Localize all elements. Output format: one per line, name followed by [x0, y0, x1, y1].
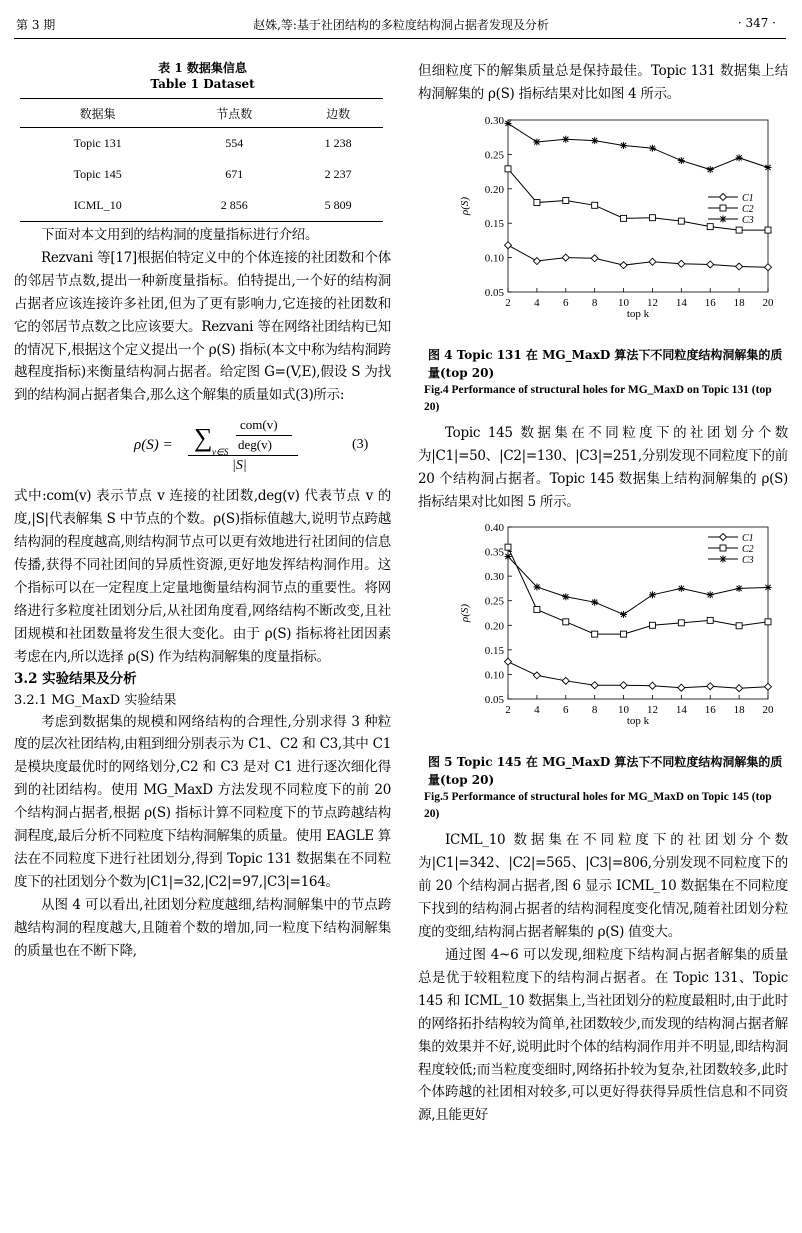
- x-tick-label: 8: [591, 704, 598, 717]
- x-tick-label: 2: [505, 296, 511, 309]
- x-tick-label: 20: [762, 296, 774, 309]
- data-point-diamond: [765, 264, 772, 271]
- x-tick-label: 4: [534, 704, 540, 717]
- data-point-star: [591, 137, 598, 144]
- data-point-diamond: [620, 682, 627, 689]
- figure-4-chart: [418, 112, 788, 342]
- series-c3: [505, 553, 772, 618]
- data-point-diamond: [591, 255, 598, 262]
- series-c2: [505, 166, 771, 233]
- data-point-star: [562, 136, 569, 143]
- table1-caption-en: Table 1 Dataset: [150, 77, 255, 91]
- figure-5-chart: [418, 519, 788, 749]
- paragraph-fig4-intro: 但细粒度下的解集质量总是保持最佳。Topic 131 数据集上结构洞解集的 ρ(S) 指标结果对比如图 4 所示。: [418, 63, 788, 102]
- legend: [708, 533, 754, 566]
- legend-label: C2: [742, 544, 754, 556]
- figure-5-caption-cn: 图 5 Topic 145 在 MG_MaxD 算法下不同粒度结构洞解集的质量(top 20): [428, 755, 783, 788]
- y-axis-label: ρ(S): [459, 604, 471, 623]
- data-point-square: [563, 619, 569, 625]
- running-header: [0, 16, 802, 36]
- data-point-diamond: [736, 685, 743, 692]
- data-point-star: [678, 157, 685, 164]
- series-c1: [505, 242, 772, 271]
- data-point-diamond: [649, 258, 656, 265]
- section-heading-3-2-1: 3.2.1 MG_MaxD 实验结果: [14, 692, 177, 708]
- series-line: [508, 557, 768, 615]
- data-point-square: [678, 218, 684, 224]
- table-header-cell: 节点数: [175, 99, 293, 128]
- data-point-star: [736, 585, 743, 592]
- data-point-diamond: [562, 254, 569, 261]
- data-point-diamond: [678, 260, 685, 267]
- y-axis-label: ρ(S): [459, 196, 471, 215]
- x-tick-label: 16: [704, 704, 716, 717]
- table-cell: Topic 131: [73, 136, 122, 150]
- y-tick-label: 0.10: [484, 669, 504, 682]
- y-tick-label: 0.05: [484, 286, 504, 299]
- x-tick-label: 8: [591, 296, 598, 309]
- table-header-cell: 边数: [293, 99, 383, 128]
- data-point-star: [765, 164, 772, 171]
- fraction-numerator: com(v): [240, 417, 278, 433]
- data-point-square: [765, 619, 771, 625]
- y-tick-label: 0.30: [484, 114, 504, 127]
- legend-label: C1: [742, 533, 754, 545]
- paragraph-conclusion: 通过图 4~6 可以发现,细粒度下结构洞占据者解集的质量总是优于较粗粒度下的结构洞占据者。在 Topic 131、Topic 145 和 ICML_10 数据集上,当社团划分的粒度最粗时,由于此时的网络拓扑结构较为简单,社团数较少,而发现的结构洞占据者解集的效果并不好,说明此时个体的结构洞作用并不明显,即结构洞程度较低;而当粒度变细时,网络拓扑较为复杂,社团数较多,此时个体跨越的社团相对较多,可以更好得获得异质性信息和不同资源,且能更好: [418, 946, 788, 1124]
- data-point-square: [534, 199, 540, 205]
- x-tick-label: 12: [646, 704, 658, 717]
- x-tick-label: 10: [618, 296, 630, 309]
- x-tick-label: 12: [646, 296, 658, 309]
- legend-label: C1: [742, 192, 754, 204]
- equation-denominator: |S|: [232, 458, 247, 474]
- equation-3: [14, 411, 391, 481]
- table-header-cell: 数据集: [20, 99, 175, 128]
- data-point-diamond: [765, 684, 772, 691]
- data-point-diamond: [562, 678, 569, 685]
- equation-number: (3): [352, 437, 369, 453]
- table-cell: 671: [225, 167, 244, 181]
- data-point-star: [620, 611, 627, 618]
- data-point-square: [534, 607, 540, 613]
- y-tick-label: 0.05: [484, 694, 504, 707]
- data-point-square: [505, 545, 511, 551]
- data-point-diamond: [736, 263, 743, 270]
- paragraph-formula-explanation: 式中:com(v) 表示节点 v 连接的社团数,deg(v) 代表节点 v 的度,|S|代表解集 S 中节点的个数。ρ(S)指标值越大,说明节点跨越结构洞的程度越高,则结构洞节点可以更有效地进行社团间的信息传播,获得不同社团间的异质性资源,更好地发挥结构洞作用。这个指标可以在一定程度上定量地衡量结构洞节点的重要性。将网络进行多粒度社团划分后,从社团角度看,网络结构不断改变,且社团规模和社团数量将发生很大变化。由于 ρ(S) 指标将社团因素考虑在内,所以选择 ρ(S) 作为结构洞解集的度量指标。: [14, 488, 391, 665]
- data-point-square: [707, 223, 713, 229]
- data-point-square: [720, 205, 726, 211]
- y-tick-label: 0.15: [484, 218, 504, 231]
- table1-caption-cn: 表 1 数据集信息: [158, 61, 247, 75]
- data-point-square: [649, 623, 655, 629]
- x-tick-label: 14: [675, 296, 687, 309]
- table-cell: ICML_10: [20, 190, 175, 222]
- x-tick-label: 14: [675, 704, 687, 717]
- paragraph-fig4-analysis: 从图 4 可以看出,社团划分粒度越细,结构洞解集中的节点跨越结构洞的程度越大,且随着个数的增加,同一粒度下结构洞解集的质量也在不断下降,: [14, 896, 391, 959]
- data-point-diamond: [533, 257, 540, 264]
- data-point-star: [765, 584, 772, 591]
- page-number: · 347 ·: [737, 16, 776, 30]
- series-c1: [505, 659, 772, 693]
- figure-4-caption-cn: 图 4 Topic 131 在 MG_MaxD 算法下不同粒度结构洞解集的质量(top 20): [428, 347, 783, 380]
- summation-subscript: v∈S: [212, 447, 229, 458]
- table-row: [20, 159, 383, 190]
- table-row: [20, 190, 383, 222]
- x-axis-label: top k: [626, 307, 650, 320]
- fraction-denominator: deg(v): [238, 437, 272, 453]
- y-tick-label: 0.25: [484, 149, 504, 162]
- data-point-diamond: [533, 672, 540, 679]
- y-tick-label: 0.20: [484, 620, 504, 633]
- series-c3: [505, 120, 772, 173]
- figure-5: [418, 519, 788, 753]
- data-point-square: [621, 215, 627, 221]
- series-line: [508, 169, 768, 230]
- data-point-diamond: [707, 683, 714, 690]
- data-point-star: [591, 599, 598, 606]
- data-point-square: [720, 545, 726, 551]
- x-tick-label: 10: [618, 704, 630, 717]
- x-tick-label: 18: [733, 704, 745, 717]
- x-tick-label: 20: [762, 704, 774, 717]
- equation-lhs: ρ(S) =: [134, 437, 173, 454]
- summation-sign: ∑: [194, 423, 213, 453]
- right-column: [418, 60, 788, 1127]
- data-point-star: [505, 553, 512, 560]
- x-tick-label: 6: [563, 296, 569, 309]
- data-point-diamond: [720, 193, 727, 200]
- x-axis-label: top k: [626, 715, 650, 728]
- section-heading-3-2: 3.2 实验结果及分析: [14, 670, 137, 687]
- main-fraction-bar: [188, 455, 298, 456]
- data-point-diamond: [505, 242, 512, 249]
- table-cell: 554: [225, 136, 244, 150]
- x-tick-label: 6: [563, 704, 569, 717]
- table-header-row: [20, 99, 383, 128]
- data-point-star: [649, 145, 656, 152]
- data-point-diamond: [591, 682, 598, 689]
- data-point-square: [505, 166, 511, 172]
- table-cell: 2 856: [175, 190, 293, 222]
- y-tick-label: 0.15: [484, 645, 504, 658]
- running-title: 赵姝,等:基于社团结构的多粒度结构洞占据者发现及分析: [253, 18, 549, 32]
- data-point-square: [736, 227, 742, 233]
- data-point-diamond: [720, 534, 727, 541]
- table-cell: 1 238: [324, 136, 352, 150]
- y-tick-label: 0.35: [484, 547, 504, 560]
- inner-fraction-bar: [236, 435, 292, 436]
- legend: [708, 193, 754, 226]
- data-point-square: [592, 632, 598, 638]
- paragraph-topic145: Topic 145 数据集在不同粒度下的社团划分个数为|C1|=50、|C2|=130、|C3|=251,分别发现不同粒度下的前 20 个结构洞占据者。Topic 145 数据集上结构洞解集的 ρ(S) 指标结果对比如图 5 所示。: [418, 424, 788, 510]
- table-row: [20, 128, 383, 160]
- data-point-star: [707, 592, 714, 599]
- x-tick-label: 4: [534, 296, 540, 309]
- table-cell: Topic 145: [73, 167, 122, 181]
- data-point-diamond: [620, 261, 627, 268]
- issue-number: 第 3 期: [16, 18, 56, 32]
- series-line: [508, 662, 768, 689]
- legend-label: C3: [742, 214, 754, 226]
- data-point-star: [562, 594, 569, 601]
- data-point-star: [533, 138, 540, 145]
- data-point-diamond: [678, 685, 685, 692]
- data-point-square: [592, 202, 598, 208]
- series-line: [508, 123, 768, 169]
- series-line: [508, 245, 768, 267]
- data-point-star: [505, 120, 512, 127]
- x-tick-label: 18: [733, 296, 745, 309]
- legend-label: C3: [742, 555, 754, 567]
- plot-frame: [508, 527, 768, 699]
- table-cell: 2 237: [324, 167, 352, 181]
- paragraph-metric-intro: 下面对本文用到的结构洞的度量指标进行介绍。: [41, 227, 319, 243]
- data-point-star: [720, 556, 727, 563]
- y-tick-label: 0.40: [484, 522, 504, 535]
- y-tick-label: 0.30: [484, 571, 504, 584]
- data-point-star: [620, 142, 627, 149]
- y-tick-label: 0.25: [484, 596, 504, 609]
- data-point-star: [678, 585, 685, 592]
- header-rule: [14, 38, 786, 39]
- x-tick-label: 2: [505, 704, 511, 717]
- data-point-diamond: [707, 261, 714, 268]
- y-tick-label: 0.10: [484, 252, 504, 265]
- data-point-square: [621, 632, 627, 638]
- data-point-square: [563, 197, 569, 203]
- data-point-square: [649, 215, 655, 221]
- x-tick-label: 16: [704, 296, 716, 309]
- data-point-square: [678, 620, 684, 626]
- figure-5-caption-en: Fig.5 Performance of structural holes for MG_MaxD on Topic 145 (top 20): [424, 791, 772, 821]
- figure-4: [418, 112, 788, 346]
- legend-label: C2: [742, 203, 754, 215]
- data-point-diamond: [649, 683, 656, 690]
- figure-4-caption-en: Fig.4 Performance of structural holes for MG_MaxD on Topic 131 (top 20): [424, 383, 772, 413]
- data-point-star: [720, 215, 727, 222]
- data-point-diamond: [505, 659, 512, 666]
- data-point-square: [765, 227, 771, 233]
- data-point-square: [707, 618, 713, 624]
- paragraph-rezvani: Rezvani 等[17]根据伯特定义中的个体连接的社团数和个体的邻居节点数,提出一种新度量指标。伯特提出,一个好的结构洞占据者应该连接许多社团,但为了更有影响力,它连接的社团数和它的邻居节点数之比应该要大。Rezvani 等在网络社团结构已知的情况下,根据这个定义提出一个 ρ(S) 指标(本文中称为结构洞跨越程度指标)来衡量结构洞占据者。给定图 G=(V,E),假设 S 为找到的结构洞占据者集合,那么这个解集的质量如式(3)所示:: [14, 249, 391, 404]
- paragraph-granularity-method: 考虑到数据集的规模和网络结构的合理性,分别求得 3 种粒度的层次社团结构,由粗到细分别表示为 C1、C2 和 C3,其中 C1 是模块度最优时的网络划分,C2 和 C3 是对 C1 进行逐次细化得到的社团结构。使用 MG_MaxD 方法发现不同粒度下的前 20 个结构洞占据者,根据 ρ(S) 指标计算不同粒度下的节点跨越结构洞程度,最后分析不同粒度下结构洞解集的质量。使用 EAGLE 算法在不同粒度下进行社团划分,得到 Topic 131 数据集在不同粒度下的社团划分个数为|C1|=32,|C2|=97,|C3|=164。: [14, 713, 391, 890]
- dataset-table: [20, 98, 383, 222]
- data-point-star: [649, 592, 656, 599]
- data-point-star: [533, 584, 540, 591]
- paragraph-icml10: ICML_10 数据集在不同粒度下的社团划分个数为|C1|=342、|C2|=565、|C3|=806,分别发现不同粒度下的前 20 个结构洞占据者,图 6 显示 ICML_10 数据集在不同粒度下找到的结构洞占据者的结构洞程度变化情况,随着社团划分粒度的变细,结构洞占据者解集的 ρ(S) 值变大。: [418, 832, 788, 941]
- y-tick-label: 0.20: [484, 183, 504, 196]
- table-cell: 5 809: [293, 190, 383, 222]
- data-point-star: [736, 154, 743, 161]
- left-column: [14, 60, 391, 962]
- data-point-star: [707, 166, 714, 173]
- data-point-square: [736, 623, 742, 629]
